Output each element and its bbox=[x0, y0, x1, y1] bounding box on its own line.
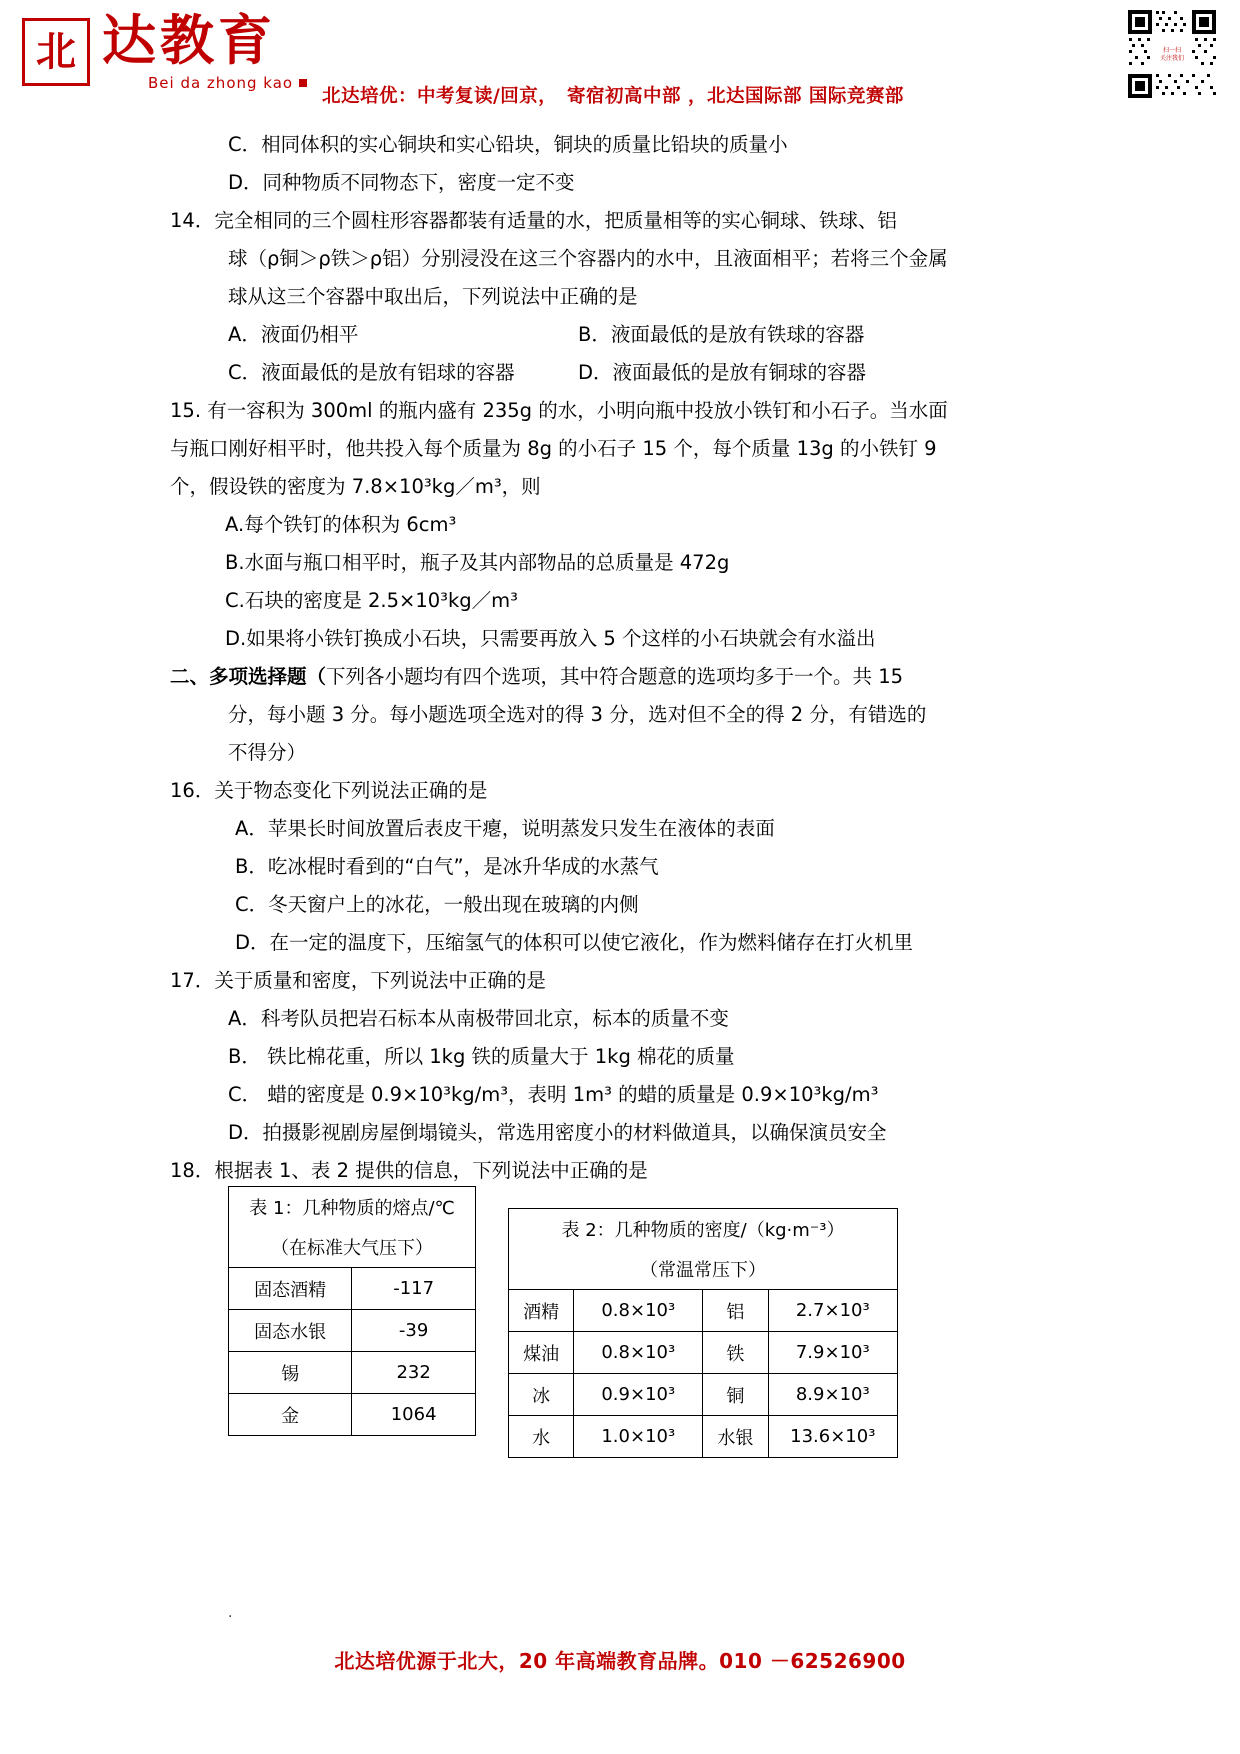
table2-r1-name2: 铁 bbox=[703, 1332, 768, 1374]
q18-stem bbox=[170, 1152, 1240, 1190]
q15-option-c: C.石块的密度是 2.5×10³kg／m³ bbox=[225, 589, 518, 612]
page-dot-mark: . bbox=[228, 1605, 233, 1621]
q14-stem-line2: 球（ρ铜＞ρ铁＞ρ铝）分别浸没在这三个容器内的水中，且液面相平；若将三个金属 bbox=[228, 247, 948, 270]
q15-option-d: D.如果将小铁钉换成小石块，只需要再放入 5 个这样的小石块就会有水溢出 bbox=[225, 627, 876, 650]
table1-r1-value: -39 bbox=[352, 1310, 476, 1352]
logo-english-name bbox=[148, 74, 307, 92]
section2-line3: 不得分） bbox=[228, 741, 307, 764]
logo-chinese-name: 达教育 bbox=[102, 9, 276, 72]
q17-number: 17． bbox=[170, 969, 215, 992]
table-row bbox=[509, 1249, 898, 1290]
table-melting-points bbox=[228, 1186, 476, 1436]
q17-option-b: B． 铁比棉花重，所以 1kg 铁的质量大于 1kg 棉花的质量 bbox=[228, 1045, 735, 1068]
table2-r2-val1: 0.9×10³ bbox=[574, 1374, 703, 1416]
table2-r0-name1: 酒精 bbox=[509, 1290, 574, 1332]
page-header bbox=[0, 0, 1240, 120]
q15-stem-line3: 个，假设铁的密度为 7.8×10³kg／m³，则 bbox=[170, 475, 541, 498]
q16-option-c: C．冬天窗户上的冰花，一般出现在玻璃的内侧 bbox=[235, 893, 639, 916]
table2-r2-name2: 铜 bbox=[703, 1374, 768, 1416]
table-row bbox=[509, 1416, 898, 1458]
table-row bbox=[509, 1209, 898, 1250]
section2-line2: 分，每小题 3 分。每小题选项全选对的得 3 分，选对但不全的得 2 分，有错选的 bbox=[228, 703, 927, 726]
svg-text:扫一扫: 扫一扫 bbox=[1162, 47, 1182, 54]
q17-option-c: C． 蜡的密度是 0.9×10³kg/m³，表明 1m³ 的蜡的质量是 0.9×10³kg/m³ bbox=[228, 1083, 879, 1106]
q16-option-a: A．苹果长时间放置后表皮干瘪，说明蒸发只发生在液体的表面 bbox=[235, 817, 775, 840]
q13-option-c: C．相同体积的实心铜块和实心铅块，铜块的质量比铅块的质量小 bbox=[228, 133, 788, 156]
table1-r2-name: 锡 bbox=[229, 1352, 352, 1394]
table1-r2-value: 232 bbox=[352, 1352, 476, 1394]
q17-option-a: A．科考队员把岩石标本从南极带回北京，标本的质量不变 bbox=[228, 1007, 729, 1030]
table1-caption-line1: 表 1：几种物质的熔点/℃ bbox=[229, 1187, 476, 1228]
logo-text bbox=[102, 9, 307, 92]
q14-stem-line3: 球从这三个容器中取出后，下列说法中正确的是 bbox=[228, 285, 638, 308]
table-row bbox=[229, 1310, 476, 1352]
table-row bbox=[229, 1352, 476, 1394]
table-row bbox=[509, 1332, 898, 1374]
q14-options-row1 bbox=[228, 316, 1240, 354]
q14-option-a: A．液面仍相平 bbox=[228, 323, 359, 346]
table2-r0-name2: 铝 bbox=[703, 1290, 768, 1332]
document-body bbox=[0, 126, 1240, 1190]
table2-r3-val1: 1.0×10³ bbox=[574, 1416, 703, 1458]
table-row bbox=[229, 1268, 476, 1310]
q15-stem-text-1: 有一容积为 300ml 的瓶内盛有 235g 的水，小明向瓶中投放小铁钉和小石子。当水面 bbox=[207, 399, 948, 422]
table-row bbox=[509, 1374, 898, 1416]
table-row bbox=[229, 1394, 476, 1436]
page-footer: 北达培优源于北大，20 年高端教育品牌。010 －62526900 bbox=[334, 1649, 906, 1673]
logo-english-text: Bei da zhong kao bbox=[148, 74, 294, 92]
table2-r1-val2: 7.9×10³ bbox=[768, 1332, 897, 1374]
section2-title: 二、多项选择题（ bbox=[170, 665, 327, 688]
table1-caption-line2: （在标准大气压下） bbox=[229, 1227, 476, 1268]
logo-square-icon bbox=[299, 79, 307, 87]
header-tagline: 北达培优：中考复读/回京， 寄宿初高中部 ，北达国际部 国际竞赛部 bbox=[322, 86, 904, 107]
table2-caption-line2: （常温常压下） bbox=[509, 1249, 898, 1290]
q15-number: 15. bbox=[170, 399, 202, 422]
q16-number: 16． bbox=[170, 779, 215, 802]
q14-number: 14． bbox=[170, 209, 215, 232]
q17-option-d: D．拍摄影视剧房屋倒塌镜头，常选用密度小的材料做道具，以确保演员安全 bbox=[228, 1121, 887, 1144]
table1-r1-name: 固态水银 bbox=[229, 1310, 352, 1352]
section2-heading bbox=[170, 658, 1240, 696]
table-row bbox=[229, 1187, 476, 1228]
q18-stem-text: 根据表 1、表 2 提供的信息，下列说法中正确的是 bbox=[214, 1159, 648, 1182]
q14-option-c: C．液面最低的是放有铝球的容器 bbox=[228, 361, 515, 384]
table2-caption-line1: 表 2：几种物质的密度/（kg·m⁻³） bbox=[509, 1209, 898, 1250]
q16-option-d: D．在一定的温度下，压缩氢气的体积可以使它液化，作为燃料储存在打火机里 bbox=[235, 931, 914, 954]
logo bbox=[22, 9, 307, 92]
table2-r2-val2: 8.9×10³ bbox=[768, 1374, 897, 1416]
q15-option-a: A.每个铁钉的体积为 6cm³ bbox=[225, 513, 457, 536]
section2-line1: 下列各小题均有四个选项，其中符合题意的选项均多于一个。共 15 bbox=[326, 665, 904, 688]
q16-stem-text: 关于物态变化下列说法正确的是 bbox=[214, 779, 488, 802]
table2-r3-name1: 水 bbox=[509, 1416, 574, 1458]
q16-option-b: B．吃冰棍时看到的“白气”，是冰升华成的水蒸气 bbox=[235, 855, 659, 878]
table-row bbox=[509, 1290, 898, 1332]
table2-r0-val1: 0.8×10³ bbox=[574, 1290, 703, 1332]
table2-r2-name1: 冰 bbox=[509, 1374, 574, 1416]
q15-option-b: B.水面与瓶口相平时，瓶子及其内部物品的总质量是 472g bbox=[225, 551, 730, 574]
table2-r3-val2: 13.6×10³ bbox=[768, 1416, 897, 1458]
table1-r0-value: -117 bbox=[352, 1268, 476, 1310]
q16-stem bbox=[170, 772, 1240, 810]
table1-r3-value: 1064 bbox=[352, 1394, 476, 1436]
table2-r1-name1: 煤油 bbox=[509, 1332, 574, 1374]
logo-stamp-icon: 北 bbox=[22, 18, 90, 86]
q17-stem bbox=[170, 962, 1240, 1000]
q15-stem-line2: 与瓶口刚好相平时，他共投入每个质量为 8g 的小石子 15 个，每个质量 13g 的小铁钉 9 bbox=[170, 437, 937, 460]
q14-option-b: B．液面最低的是放有铁球的容器 bbox=[578, 323, 865, 346]
table-row bbox=[229, 1227, 476, 1268]
qr-code-icon bbox=[1126, 8, 1218, 100]
q15-stem-line1 bbox=[170, 392, 1240, 430]
q13-option-d: D．同种物质不同物态下，密度一定不变 bbox=[228, 171, 575, 194]
q14-option-d: D．液面最低的是放有铜球的容器 bbox=[578, 361, 867, 384]
q14-stem-text-1: 完全相同的三个圆柱形容器都装有适量的水，把质量相等的实心铜球、铁球、铝 bbox=[214, 209, 897, 232]
table1-r3-name: 金 bbox=[229, 1394, 352, 1436]
q18-number: 18． bbox=[170, 1159, 215, 1182]
table2-r1-val1: 0.8×10³ bbox=[574, 1332, 703, 1374]
q14-stem-line1 bbox=[170, 202, 1240, 240]
q14-options-row2 bbox=[228, 354, 1240, 392]
svg-text:关注我们: 关注我们 bbox=[1159, 55, 1185, 62]
table-densities bbox=[508, 1208, 898, 1458]
q17-stem-text: 关于质量和密度，下列说法中正确的是 bbox=[214, 969, 546, 992]
table2-r3-name2: 水银 bbox=[703, 1416, 768, 1458]
table2-r0-val2: 2.7×10³ bbox=[768, 1290, 897, 1332]
table1-r0-name: 固态酒精 bbox=[229, 1268, 352, 1310]
